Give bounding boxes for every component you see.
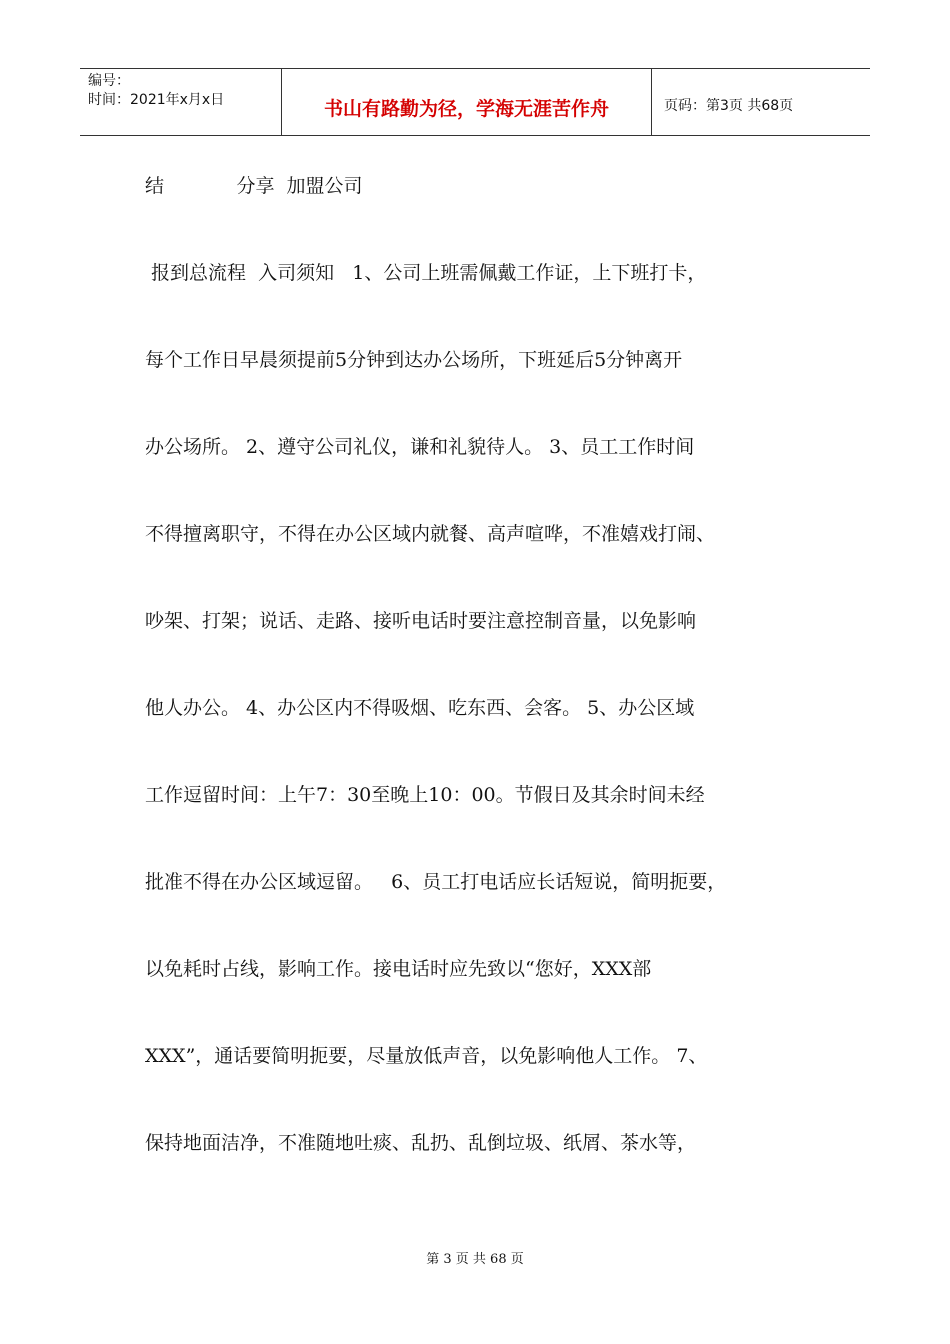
document-date: 时间：2021年x月x日 [88, 92, 225, 108]
body-line: 批准不得在办公区域逗留。 6、员工打电话应长话短说，简明扼要， [145, 871, 727, 893]
body-line: 报到总流程 入司须知 1、公司上班需佩戴工作证，上下班打卡， [145, 262, 707, 284]
document-number-label: 编号： [88, 73, 130, 89]
body-line: 保持地面洁净，不准随地吐痰、乱扔、乱倒垃圾、纸屑、茶水等， [145, 1132, 697, 1154]
body-line: 结 分享 加盟公司 [145, 175, 363, 197]
header-page-info: 页码：第3页 共68页 [664, 98, 794, 114]
page-footer: 第 3 页 共 68 页 [426, 1252, 524, 1267]
body-line: 以免耗时占线，影响工作。接电话时应先致以“您好，XXX部 [145, 958, 652, 980]
page-header [80, 68, 870, 136]
body-line: 吵架、打架；说话、走路、接听电话时要注意控制音量，以免影响 [145, 610, 697, 632]
body-line: 工作逗留时间：上午7：30至晚上10：00。节假日及其余时间未经 [145, 784, 705, 806]
body-line: 办公场所。 2、遵守公司礼仪，谦和礼貌待人。 3、员工工作时间 [145, 436, 695, 458]
body-line: 他人办公。 4、办公区内不得吸烟、吃东西、会客。 5、办公区域 [145, 697, 695, 719]
body-line: 每个工作日早晨须提前5分钟到达办公场所，下班延后5分钟离开 [145, 349, 683, 371]
header-motto: 书山有路勤为径，学海无涯苦作舟 [282, 69, 652, 135]
body-line: XXX”，通话要简明扼要，尽量放低声音，以免影响他人工作。 7、 [145, 1045, 708, 1067]
header-meta [80, 69, 282, 135]
body-line: 不得擅离职守，不得在办公区域内就餐、高声喧哗，不准嬉戏打闹、 [145, 523, 716, 545]
